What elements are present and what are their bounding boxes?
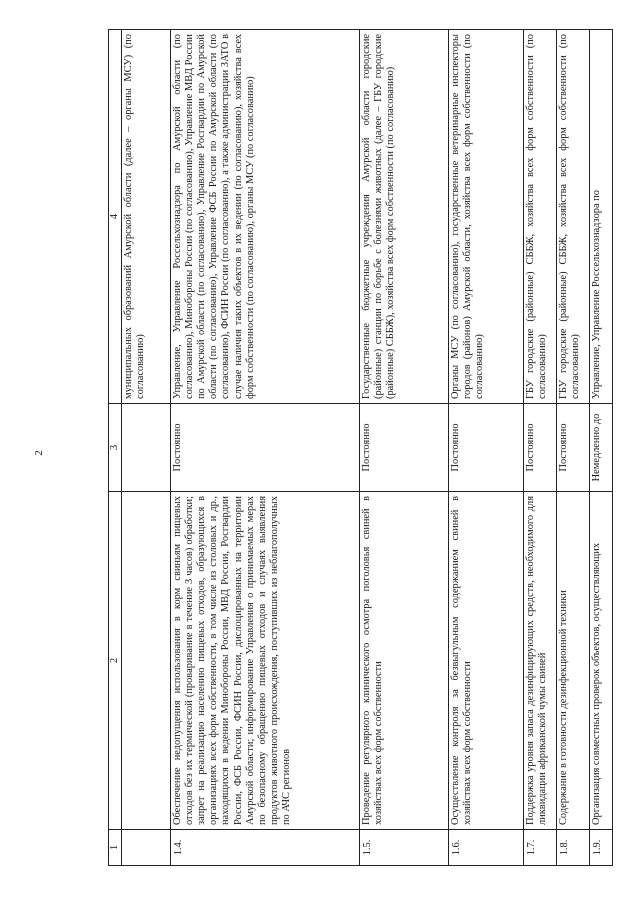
page-number: 2 xyxy=(32,450,45,456)
row-term: Немедленно до xyxy=(590,404,613,492)
row-term xyxy=(122,404,171,492)
table-row xyxy=(557,30,590,866)
row-executor: Государственные бюджетные учреждения Амурской области городские (районные) станции по борьбе с болезнями животных (далее – ГБУ городские (районные) СББЖ), хозяйства всех форм собственности (по согласованию) xyxy=(360,30,449,404)
row-measure: Поддержка уровня запаса дезинфицирующих средств, необходимого для ликвидации африканской чумы свиней xyxy=(524,492,557,830)
row-executor: ГБУ городские (районные) СББЖ, хозяйства всех форм собственности (по согласованию) xyxy=(524,30,557,404)
rotated-table-wrapper xyxy=(108,30,604,866)
row-measure: Проведение регулярного клинического осмотра поголовья свиней в хозяйствах всех форм собственности xyxy=(360,492,449,830)
row-measure: Содержание в готовности дезинфекционной техники xyxy=(557,492,590,830)
row-measure xyxy=(122,492,171,830)
row-measure: Осуществление контроля за безвыгульным содержанием свиней в хозяйствах всех форм собственности xyxy=(449,492,524,830)
table-header-row xyxy=(109,30,122,866)
row-executor: Управление, Управление Россельхознадзора по xyxy=(590,30,613,404)
header-col-3: 3 xyxy=(109,404,122,492)
row-number: 1.4. xyxy=(171,830,360,866)
row-executor: ГБУ городские (районные) СББЖ, хозяйства всех форм собственности (по согласованию) xyxy=(557,30,590,404)
table-row xyxy=(360,30,449,866)
table-row xyxy=(122,30,171,866)
row-term: Постоянно xyxy=(557,404,590,492)
row-term: Постоянно xyxy=(360,404,449,492)
row-term: Постоянно xyxy=(171,404,360,492)
row-measure: Организация совместных проверок объектов, осуществляющих xyxy=(590,492,613,830)
header-col-2: 2 xyxy=(109,492,122,830)
row-number: 1.5. xyxy=(360,830,449,866)
header-col-4: 4 xyxy=(109,30,122,404)
row-executor: Управление, Управление Россельхознадзора по Амурской области (по согласованию), Минобороны России (по согласованию), Управление МВД России по Амурской области (по согласованию), Управление Росгвардии по Амурской области (по согласованию), Управление ФСБ России по Амурской области (по согласованию), ФСИН России (по согласованию), а также администрации ЗАТО в случае наличия таких объектов в их ведении (по согласованию), хозяйства всех форм собственности (по согласованию), органы МСУ (по согласованию) xyxy=(171,30,360,404)
table-row xyxy=(524,30,557,866)
row-number: 1.8. xyxy=(557,830,590,866)
table-row xyxy=(449,30,524,866)
row-number: 1.9. xyxy=(590,830,613,866)
row-term: Постоянно xyxy=(449,404,524,492)
row-measure: Обеспечение недопущения использования в корм свиньям пищевых отходов без их термической (проваривание в течение 3 часов) обработки; запрет на реализацию населению пищевых отходов, образующихся в организациях всех форм собственности, в том числе из столовых и др., находящихся в ведении Минобороны России, МВД России, Росгвардии России, ФСБ России, ФСИН России, дислоцированных на территории Амурской области; информирование Управления о принимаемых мерах по безопасному обращению пищевых отходов и случаях выявления продуктов животного происхождения, поступивших из неблагополучных по АЧС регионов xyxy=(171,492,360,830)
row-executor: Органы МСУ (по согласованию), государственные ветеринарные инспекторы городов (районов) Амурской области, хозяйства всех форм собственности (по согласованию) xyxy=(449,30,524,404)
row-number: 1.6. xyxy=(449,830,524,866)
row-number xyxy=(122,830,171,866)
row-term: Постоянно xyxy=(524,404,557,492)
table-row xyxy=(171,30,360,866)
header-col-1: 1 xyxy=(109,830,122,866)
table-row xyxy=(590,30,613,866)
row-number: 1.7. xyxy=(524,830,557,866)
row-executor: муниципальных образований Амурской области (далее – органы МСУ) (по согласованию) xyxy=(122,30,171,404)
measures-table xyxy=(108,29,613,866)
